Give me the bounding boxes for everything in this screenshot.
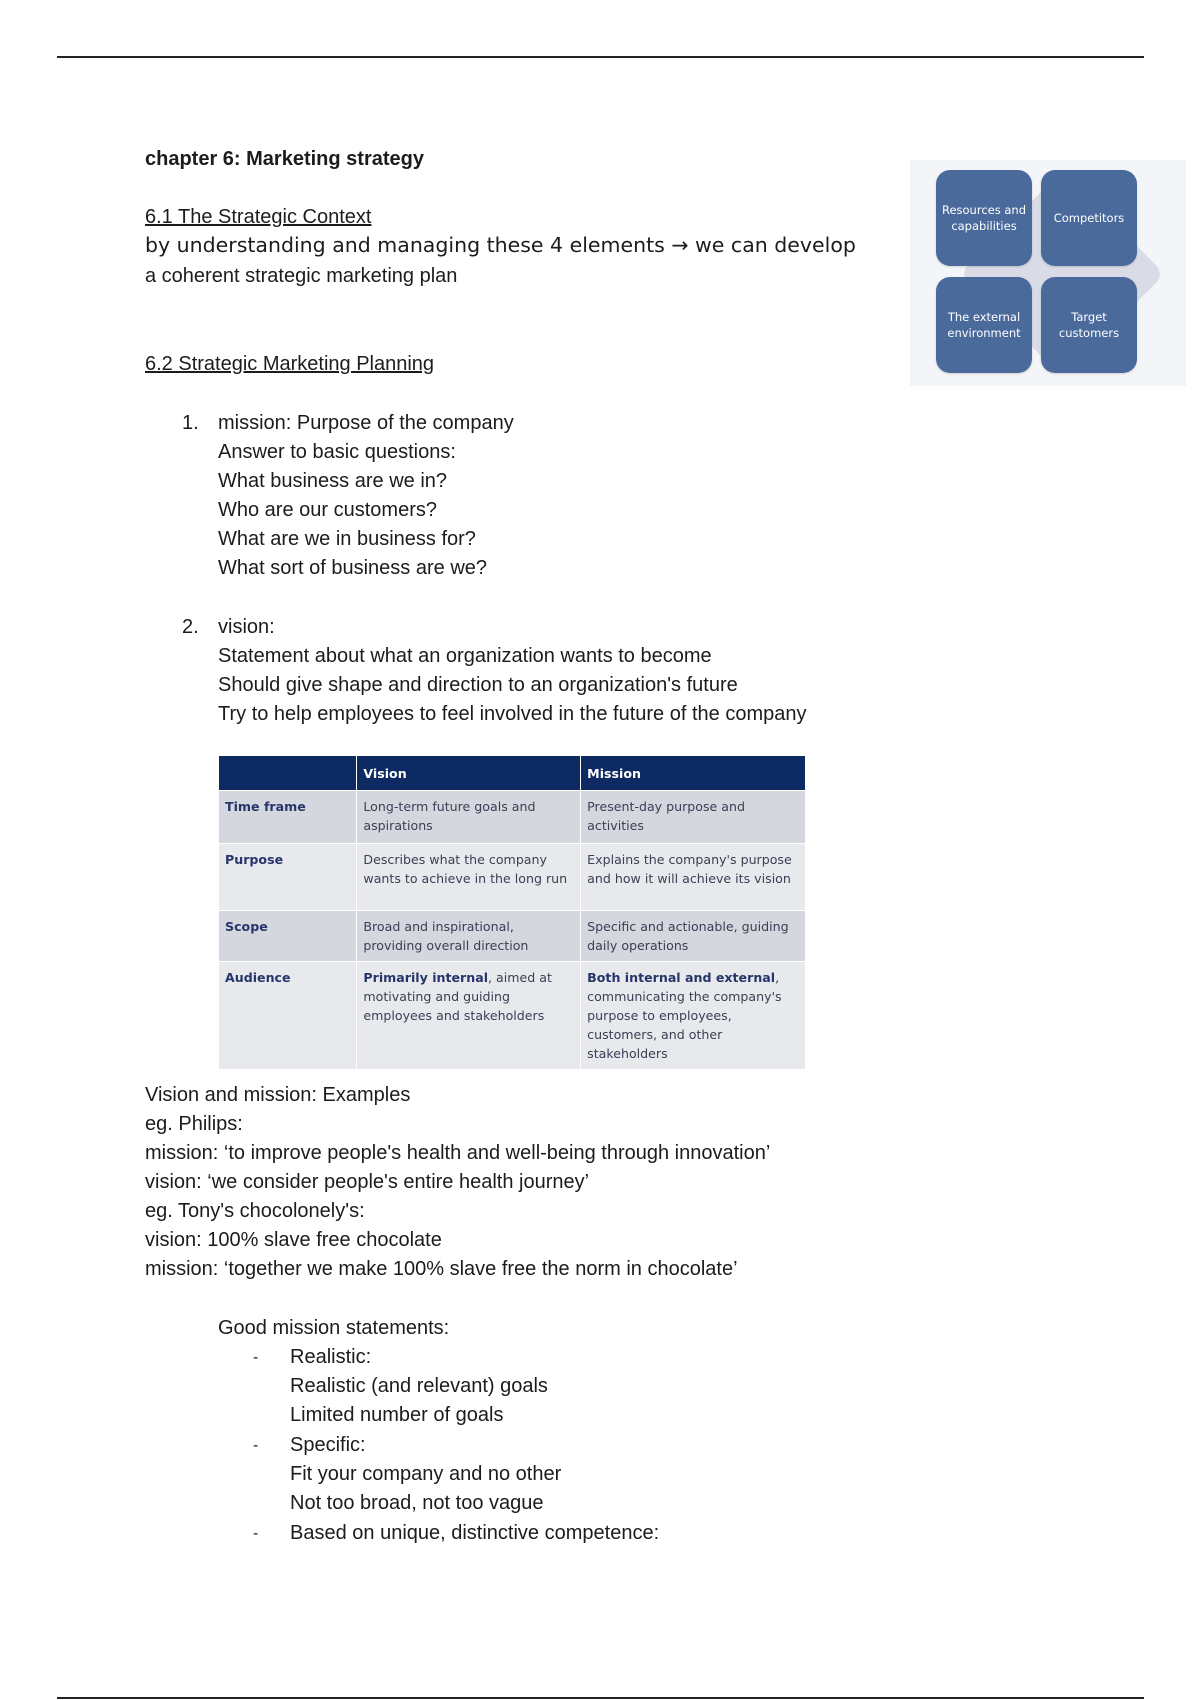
examples-line-6: vision: 100% slave free chocolate (145, 1229, 442, 1251)
diagram-box-target-customers: Target customers (1041, 277, 1137, 373)
table-cell-label: Scope (219, 911, 357, 962)
vision-audience-rest: , aimed at motivating and guiding employees and stakeholders (363, 970, 552, 1023)
table-cell-vision: Broad and inspirational, providing overall direction (357, 911, 581, 962)
header-rule (57, 56, 1144, 58)
vision-mission-table (219, 756, 806, 1069)
table-cell-label: Purpose (219, 844, 357, 911)
footer-rule (57, 1697, 1144, 1699)
examples-line-1: Vision and mission: Examples (145, 1084, 411, 1106)
mission-line-3: What business are we in? (218, 470, 448, 492)
mission-line-6: What sort of business are we? (218, 557, 488, 579)
mission-audience-bold: Both internal and external (587, 970, 776, 985)
strategic-context-diagram (910, 160, 1186, 386)
vision-line-1: vision: (218, 616, 275, 638)
mission-line-4: Who are our customers? (218, 499, 437, 521)
table-cell-vision: Long-term future goals and aspirations (357, 791, 581, 844)
bullet-realistic-sub-1: Realistic (and relevant) goals (290, 1375, 548, 1397)
mission-line-5: What are we in business for? (218, 528, 476, 550)
diagram-box-resources: Resources and capabilities (936, 170, 1032, 266)
table-row (219, 911, 806, 962)
bullet-specific: Specific: (290, 1434, 366, 1456)
list-number-1: 1. (182, 412, 199, 434)
table-cell-mission: Specific and actionable, guiding daily operations (581, 911, 806, 962)
chapter-title: chapter 6: Marketing strategy (145, 148, 424, 170)
table-header-vision: Vision (357, 756, 581, 791)
examples-line-5: eg. Tony's chocolonely's: (145, 1200, 365, 1222)
examples-line-4: vision: ‘we consider people's entire health journey’ (145, 1171, 590, 1193)
table-cell-vision: Describes what the company wants to achieve in the long run (357, 844, 581, 911)
table-row (219, 962, 806, 1070)
table-header-row (219, 756, 806, 791)
bullet-specific-sub-1: Fit your company and no other (290, 1463, 562, 1485)
diagram-box-competitors: Competitors (1041, 170, 1137, 266)
context-text-line-1: by understanding and managing these 4 elements → we can develop (145, 233, 856, 257)
vision-line-4: Try to help employees to feel involved in the future of the company (218, 703, 807, 725)
table-row (219, 844, 806, 911)
bullet-dash: - (253, 1437, 259, 1454)
context-text-line-2: a coherent strategic marketing plan (145, 265, 458, 287)
bullet-realistic: Realistic: (290, 1346, 372, 1368)
table-cell-mission (581, 962, 806, 1070)
mission-line-2: Answer to basic questions: (218, 441, 456, 463)
bullet-specific-sub-2: Not too broad, not too vague (290, 1492, 544, 1514)
vision-line-2: Statement about what an organization wants to become (218, 645, 712, 667)
examples-line-2: eg. Philips: (145, 1113, 243, 1135)
mission-audience-rest: , communicating the company's purpose to employees, customers, and other stakeholders (587, 970, 782, 1061)
table-header-empty (219, 756, 357, 791)
vision-audience-bold: Primarily internal (363, 970, 489, 985)
mission-line-1: mission: Purpose of the company (218, 412, 514, 434)
section-heading-planning: 6.2 Strategic Marketing Planning (145, 353, 435, 375)
bullet-realistic-sub-2: Limited number of goals (290, 1404, 504, 1426)
table-cell-label: Time frame (219, 791, 357, 844)
good-mission-heading: Good mission statements: (218, 1317, 450, 1339)
table-cell-label: Audience (219, 962, 357, 1070)
table-row (219, 791, 806, 844)
vision-line-3: Should give shape and direction to an organization's future (218, 674, 738, 696)
table-cell-vision (357, 962, 581, 1070)
table-cell-mission: Explains the company's purpose and how it will achieve its vision (581, 844, 806, 911)
section-heading-strategic-context: 6.1 The Strategic Context (145, 206, 372, 228)
examples-line-3: mission: ‘to improve people's health and well-being through innovation’ (145, 1142, 771, 1164)
list-number-2: 2. (182, 616, 199, 638)
bullet-dash: - (253, 1525, 259, 1542)
examples-line-7: mission: ‘together we make 100% slave free the norm in chocolate’ (145, 1258, 738, 1280)
table-cell-mission: Present-day purpose and activities (581, 791, 806, 844)
bullet-competence: Based on unique, distinctive competence: (290, 1522, 660, 1544)
table-header-mission: Mission (581, 756, 806, 791)
diagram-box-external-environment: The external environment (936, 277, 1032, 373)
bullet-dash: - (253, 1349, 259, 1366)
